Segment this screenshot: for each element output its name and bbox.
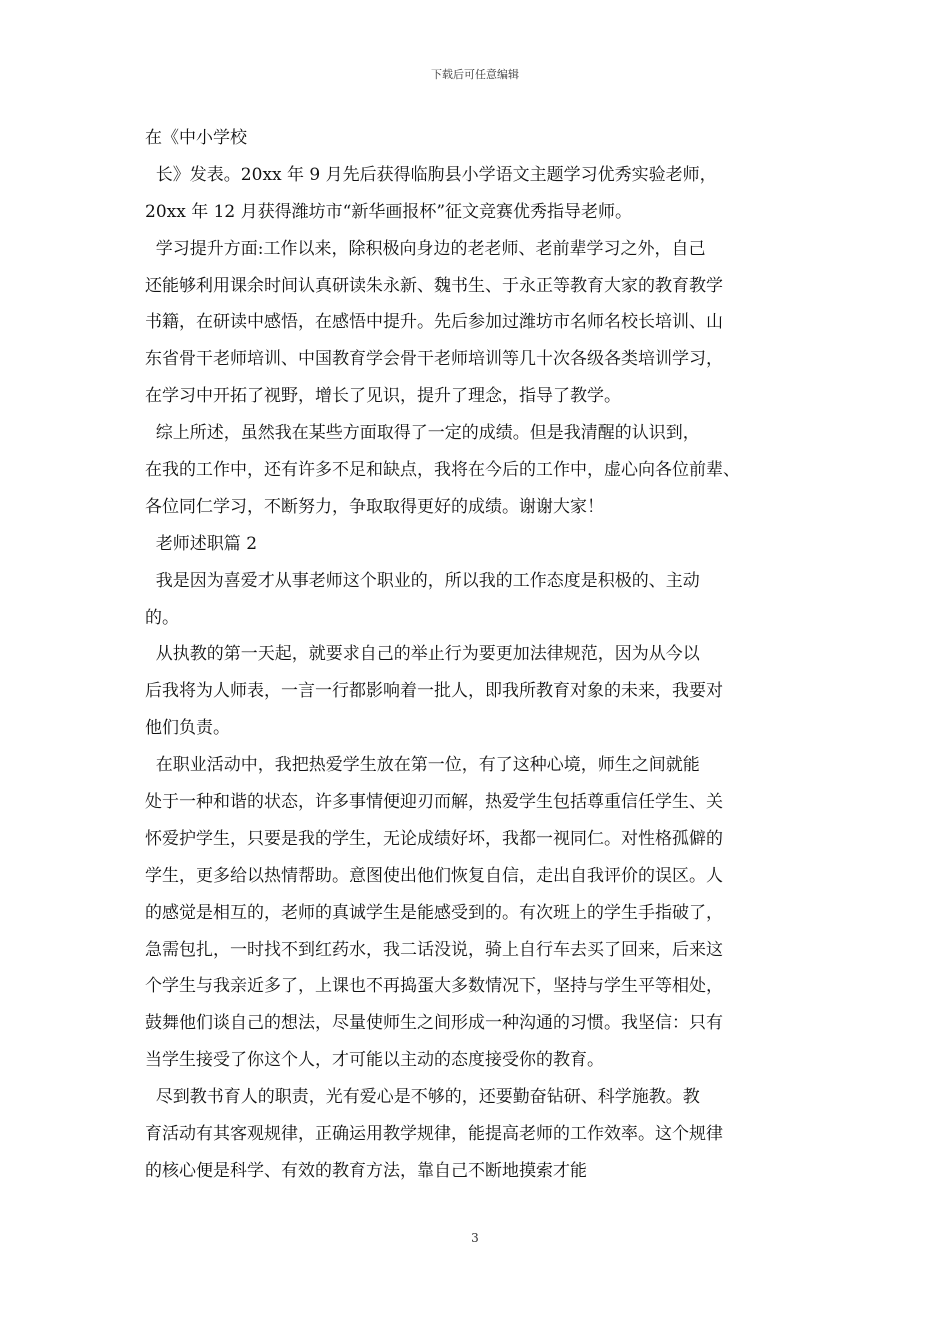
text-line: 长》发表。20xx 年 9 月先后获得临朐县小学语文主题学习优秀实验老师，	[145, 164, 717, 185]
text-line: 在学习中开拓了视野，增长了见识，提升了理念，指导了教学。	[145, 386, 621, 407]
text-line: 从执教的第一天起，就要求自己的举止行为要更加法律规范，因为从今以	[145, 644, 700, 665]
page-number: 3	[471, 1231, 479, 1245]
text-line: 的核心便是科学、有效的教育方法，靠自己不断地摸索才能	[145, 1160, 587, 1181]
text-line: 在我的工作中，还有许多不足和缺点，我将在今后的工作中，虚心向各位前辈、	[145, 460, 740, 481]
text-line: 个学生与我亲近多了，上课也不再捣蛋大多数情况下，坚持与学生平等相处，	[145, 976, 723, 997]
text-line: 综上所述，虽然我在某些方面取得了一定的成绩。但是我清醒的认识到，	[145, 423, 700, 444]
text-line: 老师述职篇 2	[145, 533, 258, 554]
text-line: 东省骨干老师培训、中国教育学会骨干老师培训等几十次各级各类培训学习，	[145, 349, 723, 370]
document-body	[145, 120, 810, 1190]
text-line: 20xx 年 12 月获得潍坊市“新华画报杯”征文竞赛优秀指导老师。	[145, 201, 633, 222]
text-line: 我是因为喜爱才从事老师这个职业的，所以我的工作态度是积极的、主动	[145, 570, 700, 591]
text-line: 尽到教书育人的职责，光有爱心是不够的，还要勤奋钻研、科学施教。教	[145, 1087, 700, 1108]
text-line: 他们负责。	[145, 718, 230, 739]
text-line: 学习提升方面:工作以来，除积极向身边的老老师、老前辈学习之外，自己	[145, 238, 706, 259]
text-line: 后我将为人师表，一言一行都影响着一批人，即我所教育对象的未来，我要对	[145, 681, 723, 702]
text-line: 还能够利用课余时间认真研读朱永新、魏书生、于永正等教育大家的教育教学	[145, 275, 723, 296]
text-line: 育活动有其客观规律，正确运用教学规律，能提高老师的工作效率。这个规律	[145, 1124, 723, 1145]
text-line: 当学生接受了你这个人，才可能以主动的态度接受你的教育。	[145, 1050, 604, 1071]
text-line: 书籍，在研读中感悟，在感悟中提升。先后参加过潍坊市名师名校长培训、山	[145, 312, 723, 333]
text-line: 怀爱护学生，只要是我的学生，无论成绩好坏，我都一视同仁。对性格孤僻的	[145, 828, 723, 849]
text-line: 各位同仁学习，不断努力，争取取得更好的成绩。谢谢大家！	[145, 496, 604, 517]
text-line: 的感觉是相互的，老师的真诚学生是能感受到的。有次班上的学生手指破了，	[145, 902, 723, 923]
text-line: 鼓舞他们谈自己的想法，尽量使师生之间形成一种沟通的习惯。我坚信：只有	[145, 1013, 723, 1034]
text-line: 学生，更多给以热情帮助。意图使出他们恢复自信，走出自我评价的误区。人	[145, 865, 723, 886]
text-line: 在《中小学校	[145, 128, 247, 148]
text-line: 在职业活动中，我把热爱学生放在第一位，有了这种心境，师生之间就能	[145, 755, 700, 776]
text-line: 处于一种和谐的状态，许多事情便迎刃而解，热爱学生包括尊重信任学生、关	[145, 792, 723, 813]
text-line: 的。	[145, 607, 179, 628]
page-header: 下载后可任意编辑	[431, 68, 519, 81]
text-line: 急需包扎，一时找不到红药水，我二话没说，骑上自行车去买了回来，后来这	[145, 939, 723, 960]
